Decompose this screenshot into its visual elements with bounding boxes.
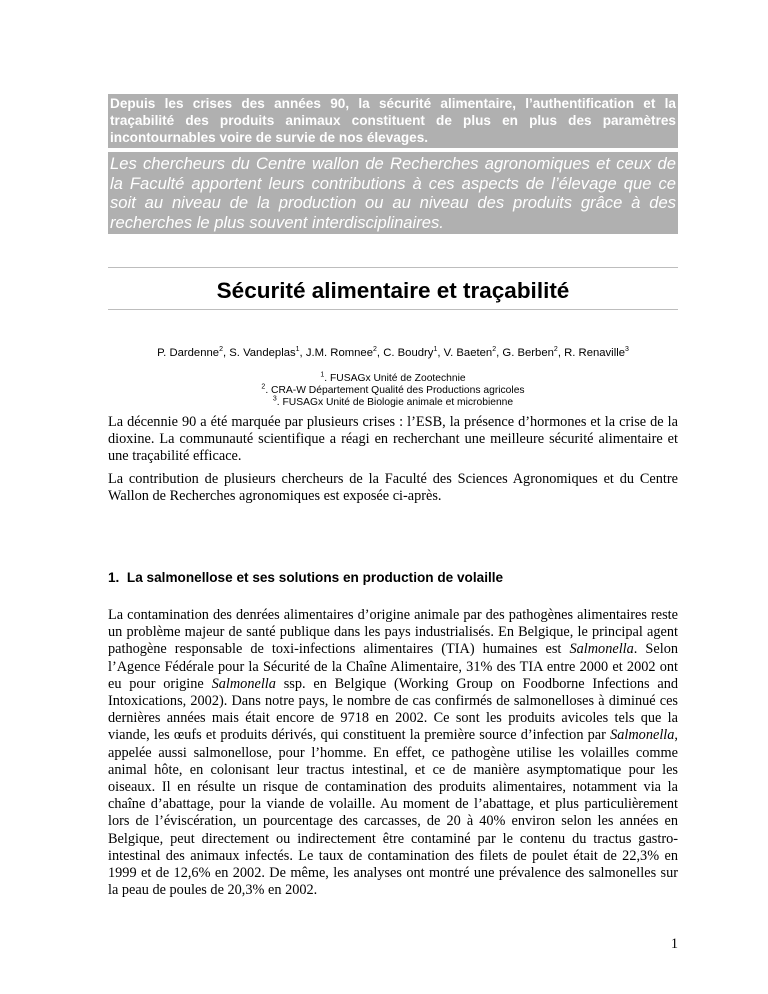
page-title: Sécurité alimentaire et traçabilité <box>216 278 570 303</box>
intro-paragraph: La contribution de plusieurs chercheurs de la Faculté des Sciences Agronomiques et du Centre Wallon de Recherches agronomiques est exposée ci-après. <box>108 471 678 505</box>
header-banner <box>108 94 678 234</box>
page-number: 1 <box>670 936 678 952</box>
title-bottom-rule <box>108 309 678 310</box>
author: C. Boudry$^1$ <box>383 346 438 359</box>
affiliation-list <box>108 373 678 409</box>
intro-paragraph: La décennie 90 a été marquée par plusieurs crises : l’ESB, la présence d’hormones et la crise de la dioxine. La communauté scientifique a réagi en recherchant une meilleure sécurité alimentaire et une traçabilité efficace. <box>108 414 678 465</box>
author: R. Renaville$^3$ <box>564 346 629 359</box>
author-list: P. Dardenne$^2$, S. Vandeplas$^1$, J.M. Romnee$^2$, C. Boudry$^1$, V. Baeten$^2$, G. Berben$^2$, R. Renaville$^3$ <box>157 346 629 359</box>
banner-intro-text: Depuis les crises des années 90, la sécurité alimentaire, l’authentification et la traçabilité des produits animaux constituent de plus en plus des paramètres incontournables voire de survie de nos élevages. <box>108 94 678 148</box>
title-top-rule <box>108 267 678 268</box>
author: V. Baeten$^2$ <box>443 346 497 359</box>
banner-italic-text: Les chercheurs du Centre wallon de Recherches agronomiques et ceux de la Faculté apportent leurs contributions à ces aspects de l’élevage que ce soit au niveau de la production ou au niveau des produits grâce à des recherches le plus souvent interdisciplinaires. <box>108 152 678 234</box>
section-heading: 1. La salmonellose et ses solutions en production de volaille <box>108 570 504 585</box>
affiliation: $^3$. FUSAGx Unité de Biologie animale et microbienne <box>272 395 514 408</box>
author: J.M. Romnee$^2$ <box>305 346 377 359</box>
affiliation: $^1$. FUSAGx Unité de Zootechnie <box>320 371 466 384</box>
affiliation: $^2$. CRA-W Département Qualité des Productions agricoles <box>261 383 525 396</box>
section-body: La contamination des denrées alimentaires d’origine animale par des pathogènes alimentaires reste un problème majeur de santé publique dans les pays industrialisés. En Belgique, le principal agent pathogène responsable de toxi-infections alimentaires (TIA) humaines est Salmonella. Selon l’Agence Fédérale pour la Sécurité de la Chaîne Alimentaire, 31% des TIA entre 2000 et 2002 ont eu pour origine Salmonella ssp. en Belgique (Working Group on Foodborne Infections and Intoxications, 2002). Dans notre pays, le nombre de cas confirmés de salmonelloses à diminué ces dernières années mais était encore de 9718 en 2002. Ce sont les produits avicoles tels que la viande, les œufs et produits dérivés, qui constituent la première source d’infection par Salmonella, appelée aussi salmonellose, pour l’homme. En effet, ce pathogène utilise les volailles comme animal hôte, en colonisant leur tractus intestinal, et ce de manière asymptomatique pour les oiseaux. Il en résulte un risque de contamination des produits alimentaires, notamment via la chaîne d’abattage, pour la viande de volaille. Au moment de l’abattage, et plus particulièrement lors de l’éviscération, un pourcentage des carcasses, de 20 à 40% environ selon les années en Belgique, peut directement ou indirectement être contaminé par le contenu du tractus gastro-intestinal des animaux infectés. Le taux de contamination des filets de poulet était de 22,3% en 1999 et de 12,6% en 2002. De même, les analyses ont montré une prévalence des salmonelles sur la peau de poules de 20,3% en 2002. <box>108 607 679 899</box>
author: S. Vandeplas$^1$ <box>229 346 300 359</box>
author: P. Dardenne$^2$ <box>157 346 223 359</box>
author: G. Berben$^2$ <box>502 346 558 359</box>
